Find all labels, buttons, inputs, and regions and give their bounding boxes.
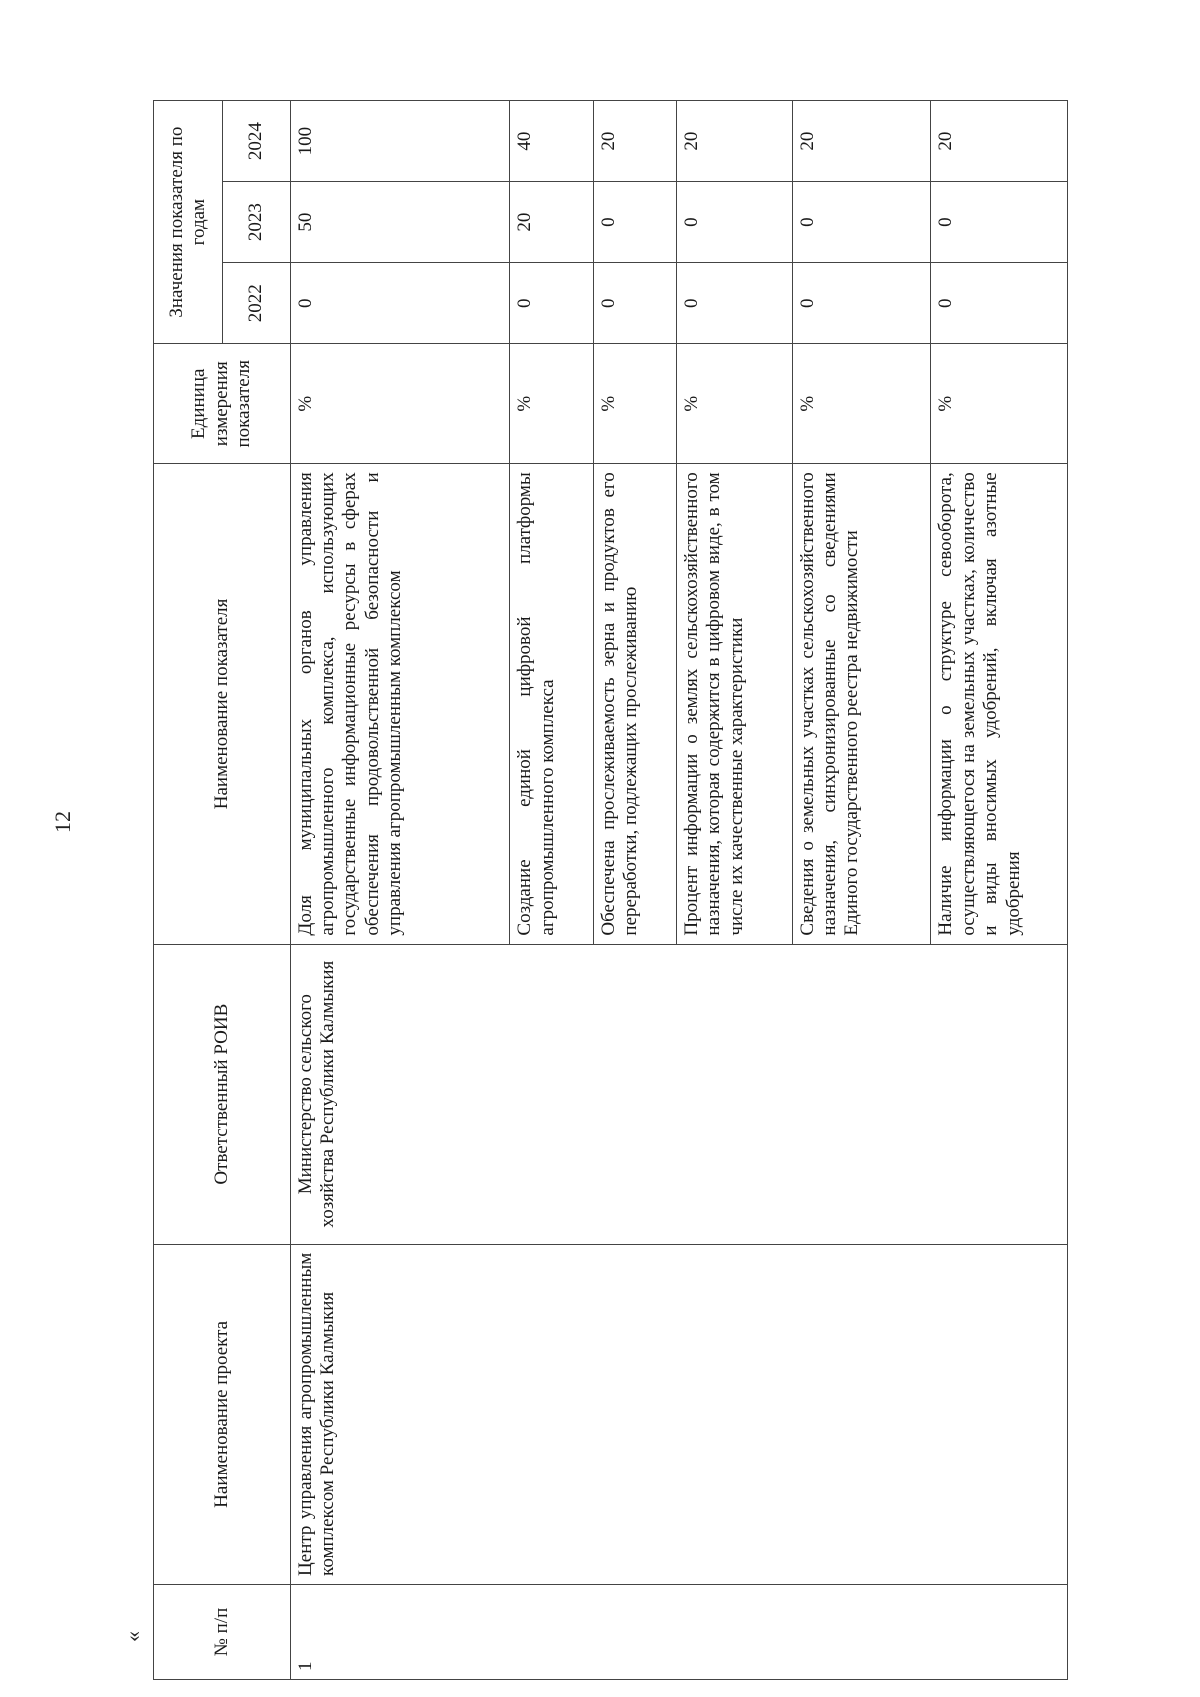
cell-value-2022: 0 <box>290 263 510 344</box>
cell-unit: % <box>510 344 593 464</box>
header-num: № п/п <box>154 1584 291 1679</box>
cell-value-2022: 0 <box>676 263 792 344</box>
opening-quote-mark: « <box>120 1631 145 1642</box>
table-header-row <box>154 101 223 1680</box>
cell-unit: % <box>593 344 676 464</box>
cell-value-2023: 0 <box>593 182 676 263</box>
cell-value-2024: 100 <box>290 101 510 182</box>
header-unit: Единица измерения показателя <box>154 344 291 464</box>
indicator-table <box>153 100 1068 1680</box>
cell-unit: % <box>290 344 510 464</box>
header-values-group: Значения показателя по годам <box>154 101 223 344</box>
cell-indicator: Сведения о земельных участках сельскохозяйственного назначения, синхронизированные со сведениями Единого государственного реестра недвижимости <box>792 464 931 944</box>
cell-value-2023: 0 <box>676 182 792 263</box>
cell-indicator: Процент информации о землях сельскохозяйственного назначения, которая содержится в цифровом виде, в том числе их качественные характеристики <box>676 464 792 944</box>
cell-num: 1 <box>290 1584 1068 1679</box>
header-year-2024: 2024 <box>223 101 290 182</box>
cell-unit: % <box>676 344 792 464</box>
cell-value-2024: 20 <box>931 101 1068 182</box>
cell-unit: % <box>792 344 931 464</box>
cell-value-2023: 0 <box>931 182 1068 263</box>
cell-indicator: Создание единой цифровой платформы агропромышленного комплекса <box>510 464 593 944</box>
cell-value-2022: 0 <box>593 263 676 344</box>
cell-indicator: Обеспечена прослеживаемость зерна и продуктов его переработки, подлежащих прослеживанию <box>593 464 676 944</box>
table-row <box>290 101 510 1680</box>
cell-value-2023: 20 <box>510 182 593 263</box>
header-roiv: Ответственный РОИВ <box>154 944 291 1244</box>
header-indicator: Наименование показателя <box>154 464 291 944</box>
cell-indicator: Доля муниципальных органов управления агропромышленного комплекса, использующих государственные информационные ресурсы в сферах обеспечения продовольственной безопасности и управления агропромышленным комплексом <box>290 464 510 944</box>
cell-value-2024: 20 <box>676 101 792 182</box>
cell-roiv: Министерство сельского хозяйства Республики Калмыкия <box>290 944 1068 1244</box>
cell-value-2022: 0 <box>792 263 931 344</box>
cell-value-2024: 20 <box>792 101 931 182</box>
cell-unit: % <box>931 344 1068 464</box>
cell-value-2023: 50 <box>290 182 510 263</box>
header-year-2022: 2022 <box>223 263 290 344</box>
cell-indicator: Наличие информации о структуре севооборота, осуществляющегося на земельных участках, количество и виды вносимых удобрений, включая азотные удобрения <box>931 464 1068 944</box>
cell-value-2022: 0 <box>510 263 593 344</box>
cell-value-2024: 40 <box>510 101 593 182</box>
cell-value-2024: 20 <box>593 101 676 182</box>
header-year-2023: 2023 <box>223 182 290 263</box>
page-number: 12 <box>50 811 75 833</box>
cell-value-2022: 0 <box>931 263 1068 344</box>
cell-project: Центр управления агропромышленным комплексом Республики Калмыкия <box>290 1244 1068 1584</box>
cell-value-2023: 0 <box>792 182 931 263</box>
indicator-table-rotated <box>153 100 1068 1680</box>
header-project: Наименование проекта <box>154 1244 291 1584</box>
